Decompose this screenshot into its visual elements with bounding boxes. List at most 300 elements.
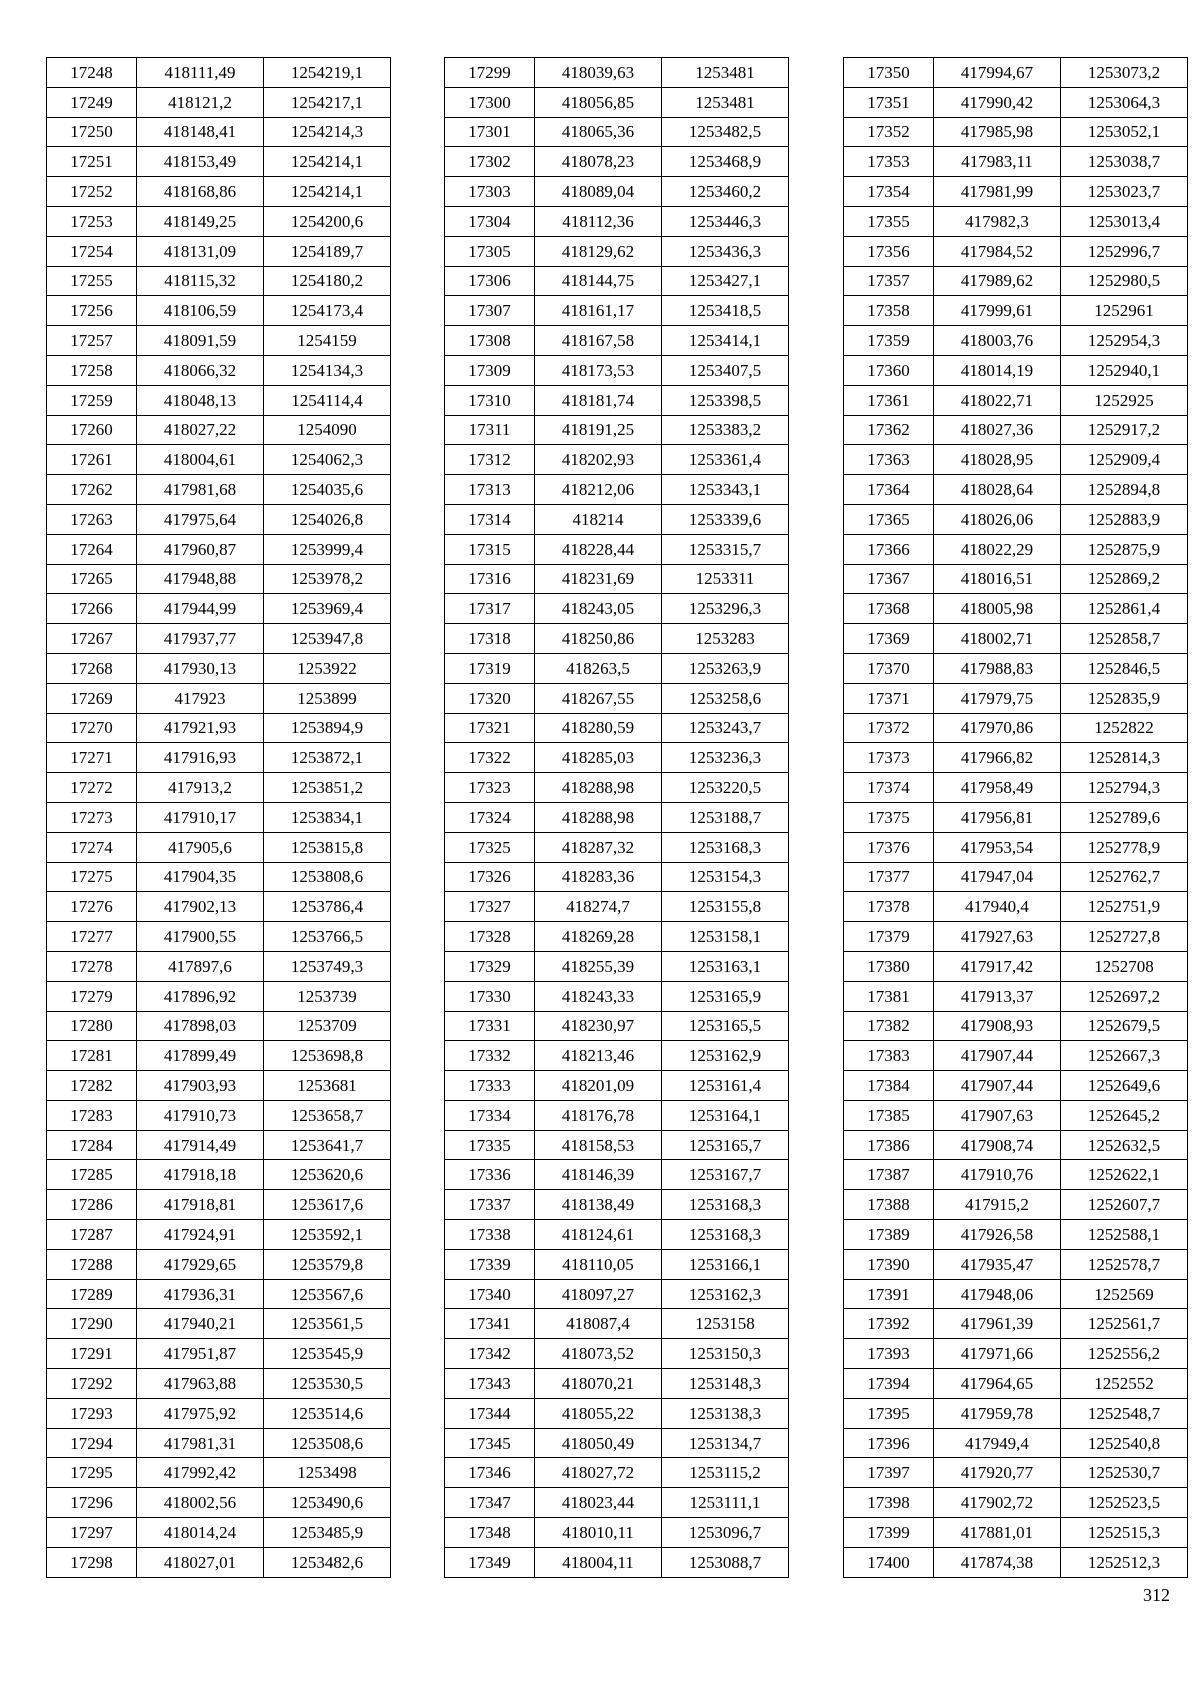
y-coordinate-cell: 1253514,6 — [264, 1398, 391, 1428]
y-coordinate-cell: 1252751,9 — [1061, 892, 1188, 922]
table-row — [445, 475, 789, 505]
table-row — [47, 1041, 391, 1071]
point-number-cell: 17399 — [844, 1518, 934, 1548]
point-number-cell: 17360 — [844, 355, 934, 385]
y-coordinate-cell: 1253168,3 — [662, 1190, 789, 1220]
x-coordinate-cell: 418014,24 — [137, 1518, 264, 1548]
y-coordinate-cell: 1253161,4 — [662, 1071, 789, 1101]
y-coordinate-cell: 1253258,6 — [662, 683, 789, 713]
table-row — [47, 1339, 391, 1369]
y-coordinate-cell: 1253617,6 — [264, 1190, 391, 1220]
table-row — [844, 296, 1188, 326]
table-row — [844, 415, 1188, 445]
point-number-cell: 17341 — [445, 1309, 535, 1339]
x-coordinate-cell: 418070,21 — [535, 1369, 662, 1399]
y-coordinate-cell: 1252512,3 — [1061, 1547, 1188, 1577]
x-coordinate-cell: 417917,42 — [934, 951, 1061, 981]
y-coordinate-cell: 1252980,5 — [1061, 266, 1188, 296]
table-row — [844, 206, 1188, 236]
y-coordinate-cell: 1252552 — [1061, 1369, 1188, 1399]
point-number-cell: 17258 — [47, 355, 137, 385]
table-row — [445, 773, 789, 803]
y-coordinate-cell: 1253263,9 — [662, 653, 789, 683]
y-coordinate-cell: 1253641,7 — [264, 1130, 391, 1160]
table-row — [445, 266, 789, 296]
table-row — [445, 206, 789, 236]
point-number-cell: 17344 — [445, 1398, 535, 1428]
table-row — [47, 653, 391, 683]
point-number-cell: 17284 — [47, 1130, 137, 1160]
x-coordinate-cell: 418181,74 — [535, 385, 662, 415]
table-row — [844, 1458, 1188, 1488]
y-coordinate-cell: 1253150,3 — [662, 1339, 789, 1369]
y-coordinate-cell: 1252727,8 — [1061, 922, 1188, 952]
table-row — [844, 87, 1188, 117]
point-number-cell: 17377 — [844, 862, 934, 892]
table-row — [445, 504, 789, 534]
table-row — [445, 1100, 789, 1130]
y-coordinate-cell: 1252894,8 — [1061, 475, 1188, 505]
x-coordinate-cell: 418201,09 — [535, 1071, 662, 1101]
table-row — [445, 743, 789, 773]
table-row — [844, 1279, 1188, 1309]
y-coordinate-cell: 1253978,2 — [264, 564, 391, 594]
table-row — [445, 326, 789, 356]
x-coordinate-cell: 417949,4 — [934, 1428, 1061, 1458]
x-coordinate-cell: 417899,49 — [137, 1041, 264, 1071]
point-number-cell: 17250 — [47, 117, 137, 147]
point-number-cell: 17274 — [47, 832, 137, 862]
y-coordinate-cell: 1253815,8 — [264, 832, 391, 862]
x-coordinate-cell: 417994,67 — [934, 58, 1061, 88]
table-row — [445, 355, 789, 385]
y-coordinate-cell: 1252649,6 — [1061, 1071, 1188, 1101]
x-coordinate-cell: 418115,32 — [137, 266, 264, 296]
x-coordinate-cell: 418028,95 — [934, 445, 1061, 475]
point-number-cell: 17354 — [844, 177, 934, 207]
y-coordinate-cell: 1254219,1 — [264, 58, 391, 88]
y-coordinate-cell: 1252578,7 — [1061, 1249, 1188, 1279]
x-coordinate-cell: 417881,01 — [934, 1518, 1061, 1548]
x-coordinate-cell: 418243,33 — [535, 981, 662, 1011]
point-number-cell: 17321 — [445, 713, 535, 743]
x-coordinate-cell: 417981,68 — [137, 475, 264, 505]
point-number-cell: 17332 — [445, 1041, 535, 1071]
y-coordinate-cell: 1252667,3 — [1061, 1041, 1188, 1071]
point-number-cell: 17328 — [445, 922, 535, 952]
table-row — [47, 534, 391, 564]
table-row — [844, 1160, 1188, 1190]
table-row — [844, 1309, 1188, 1339]
x-coordinate-cell: 417929,65 — [137, 1249, 264, 1279]
x-coordinate-cell: 418274,7 — [535, 892, 662, 922]
y-coordinate-cell: 1253460,2 — [662, 177, 789, 207]
table-row — [47, 177, 391, 207]
table-row — [47, 1518, 391, 1548]
point-number-cell: 17254 — [47, 236, 137, 266]
y-coordinate-cell: 1253579,8 — [264, 1249, 391, 1279]
x-coordinate-cell: 417915,2 — [934, 1190, 1061, 1220]
y-coordinate-cell: 1253158,1 — [662, 922, 789, 952]
x-coordinate-cell: 418263,5 — [535, 653, 662, 683]
x-coordinate-cell: 418078,23 — [535, 147, 662, 177]
point-number-cell: 17271 — [47, 743, 137, 773]
y-coordinate-cell: 1253567,6 — [264, 1279, 391, 1309]
x-coordinate-cell: 417971,66 — [934, 1339, 1061, 1369]
y-coordinate-cell: 1253220,5 — [662, 773, 789, 803]
point-number-cell: 17266 — [47, 594, 137, 624]
point-number-cell: 17282 — [47, 1071, 137, 1101]
y-coordinate-cell: 1253311 — [662, 564, 789, 594]
x-coordinate-cell: 417970,86 — [934, 713, 1061, 743]
table-row — [47, 385, 391, 415]
y-coordinate-cell: 1253427,1 — [662, 266, 789, 296]
table-row — [844, 713, 1188, 743]
point-number-cell: 17343 — [445, 1369, 535, 1399]
y-coordinate-cell: 1252762,7 — [1061, 862, 1188, 892]
x-coordinate-cell: 417907,63 — [934, 1100, 1061, 1130]
point-number-cell: 17292 — [47, 1369, 137, 1399]
table-row — [844, 862, 1188, 892]
y-coordinate-cell: 1253446,3 — [662, 206, 789, 236]
table-body — [47, 58, 391, 1578]
x-coordinate-cell: 418010,11 — [535, 1518, 662, 1548]
x-coordinate-cell: 418285,03 — [535, 743, 662, 773]
point-number-cell: 17317 — [445, 594, 535, 624]
x-coordinate-cell: 417930,13 — [137, 653, 264, 683]
table-body — [844, 58, 1188, 1578]
x-coordinate-cell: 418167,58 — [535, 326, 662, 356]
y-coordinate-cell: 1253158 — [662, 1309, 789, 1339]
point-number-cell: 17314 — [445, 504, 535, 534]
y-coordinate-cell: 1254159 — [264, 326, 391, 356]
x-coordinate-cell: 418089,04 — [535, 177, 662, 207]
table-row — [844, 594, 1188, 624]
x-coordinate-cell: 417966,82 — [934, 743, 1061, 773]
y-coordinate-cell: 1253154,3 — [662, 862, 789, 892]
table-row — [844, 1518, 1188, 1548]
point-number-cell: 17372 — [844, 713, 934, 743]
y-coordinate-cell: 1252835,9 — [1061, 683, 1188, 713]
x-coordinate-cell: 418214 — [535, 504, 662, 534]
point-number-cell: 17346 — [445, 1458, 535, 1488]
y-coordinate-cell: 1252778,9 — [1061, 832, 1188, 862]
table-row — [47, 1071, 391, 1101]
point-number-cell: 17380 — [844, 951, 934, 981]
y-coordinate-cell: 1252861,4 — [1061, 594, 1188, 624]
x-coordinate-cell: 418022,71 — [934, 385, 1061, 415]
table-row — [844, 1190, 1188, 1220]
table-row — [844, 385, 1188, 415]
x-coordinate-cell: 417927,63 — [934, 922, 1061, 952]
y-coordinate-cell: 1253872,1 — [264, 743, 391, 773]
point-number-cell: 17256 — [47, 296, 137, 326]
x-coordinate-cell: 418228,44 — [535, 534, 662, 564]
y-coordinate-cell: 1253138,3 — [662, 1398, 789, 1428]
table-row — [47, 1160, 391, 1190]
y-coordinate-cell: 1253165,5 — [662, 1011, 789, 1041]
y-coordinate-cell: 1253851,2 — [264, 773, 391, 803]
x-coordinate-cell: 417907,44 — [934, 1071, 1061, 1101]
table-row — [445, 564, 789, 594]
table-row — [47, 1488, 391, 1518]
point-number-cell: 17395 — [844, 1398, 934, 1428]
table-row — [47, 832, 391, 862]
x-coordinate-cell: 418230,97 — [535, 1011, 662, 1041]
table-row — [47, 564, 391, 594]
y-coordinate-cell: 1253490,6 — [264, 1488, 391, 1518]
x-coordinate-cell: 418148,41 — [137, 117, 264, 147]
point-number-cell: 17348 — [445, 1518, 535, 1548]
point-number-cell: 17334 — [445, 1100, 535, 1130]
point-number-cell: 17383 — [844, 1041, 934, 1071]
table-row — [47, 1130, 391, 1160]
y-coordinate-cell: 1252523,5 — [1061, 1488, 1188, 1518]
y-coordinate-cell: 1253165,9 — [662, 981, 789, 1011]
table-row — [47, 147, 391, 177]
table-row — [445, 1011, 789, 1041]
table-row — [47, 743, 391, 773]
x-coordinate-cell: 418002,71 — [934, 624, 1061, 654]
y-coordinate-cell: 1254062,3 — [264, 445, 391, 475]
y-coordinate-cell: 1254026,8 — [264, 504, 391, 534]
y-coordinate-cell: 1253414,1 — [662, 326, 789, 356]
y-coordinate-cell: 1252909,4 — [1061, 445, 1188, 475]
table-row — [844, 802, 1188, 832]
point-number-cell: 17294 — [47, 1428, 137, 1458]
coordinate-table-3 — [843, 57, 1188, 1578]
y-coordinate-cell: 1253947,8 — [264, 624, 391, 654]
table-row — [47, 236, 391, 266]
x-coordinate-cell: 418243,05 — [535, 594, 662, 624]
point-number-cell: 17310 — [445, 385, 535, 415]
point-number-cell: 17329 — [445, 951, 535, 981]
table-row — [844, 892, 1188, 922]
y-coordinate-cell: 1252954,3 — [1061, 326, 1188, 356]
y-coordinate-cell: 1253894,9 — [264, 713, 391, 743]
y-coordinate-cell: 1253922 — [264, 653, 391, 683]
y-coordinate-cell: 1252940,1 — [1061, 355, 1188, 385]
x-coordinate-cell: 418283,36 — [535, 862, 662, 892]
x-coordinate-cell: 417926,58 — [934, 1220, 1061, 1250]
table-row — [844, 1011, 1188, 1041]
point-number-cell: 17300 — [445, 87, 535, 117]
table-row — [445, 58, 789, 88]
point-number-cell: 17340 — [445, 1279, 535, 1309]
x-coordinate-cell: 418039,63 — [535, 58, 662, 88]
table-row — [445, 922, 789, 952]
table-row — [47, 1011, 391, 1041]
point-number-cell: 17393 — [844, 1339, 934, 1369]
table-row — [445, 862, 789, 892]
y-coordinate-cell: 1253013,4 — [1061, 206, 1188, 236]
x-coordinate-cell: 417981,31 — [137, 1428, 264, 1458]
y-coordinate-cell: 1252875,9 — [1061, 534, 1188, 564]
x-coordinate-cell: 418027,36 — [934, 415, 1061, 445]
x-coordinate-cell: 417983,11 — [934, 147, 1061, 177]
point-number-cell: 17319 — [445, 653, 535, 683]
y-coordinate-cell: 1253418,5 — [662, 296, 789, 326]
point-number-cell: 17358 — [844, 296, 934, 326]
point-number-cell: 17353 — [844, 147, 934, 177]
point-number-cell: 17285 — [47, 1160, 137, 1190]
x-coordinate-cell: 418091,59 — [137, 326, 264, 356]
x-coordinate-cell: 417913,2 — [137, 773, 264, 803]
x-coordinate-cell: 418161,17 — [535, 296, 662, 326]
x-coordinate-cell: 418028,64 — [934, 475, 1061, 505]
y-coordinate-cell: 1253481 — [662, 58, 789, 88]
table-row — [47, 922, 391, 952]
y-coordinate-cell: 1253236,3 — [662, 743, 789, 773]
point-number-cell: 17309 — [445, 355, 535, 385]
table-row — [844, 117, 1188, 147]
x-coordinate-cell: 418144,75 — [535, 266, 662, 296]
table-row — [47, 594, 391, 624]
y-coordinate-cell: 1252822 — [1061, 713, 1188, 743]
table-row — [47, 1458, 391, 1488]
point-number-cell: 17273 — [47, 802, 137, 832]
table-row — [844, 1398, 1188, 1428]
point-number-cell: 17322 — [445, 743, 535, 773]
point-number-cell: 17342 — [445, 1339, 535, 1369]
table-row — [844, 1547, 1188, 1577]
y-coordinate-cell: 1253155,8 — [662, 892, 789, 922]
point-number-cell: 17311 — [445, 415, 535, 445]
point-number-cell: 17371 — [844, 683, 934, 713]
point-number-cell: 17287 — [47, 1220, 137, 1250]
point-number-cell: 17275 — [47, 862, 137, 892]
y-coordinate-cell: 1253766,5 — [264, 922, 391, 952]
table-row — [844, 1071, 1188, 1101]
x-coordinate-cell: 418048,13 — [137, 385, 264, 415]
table-row — [844, 981, 1188, 1011]
point-number-cell: 17308 — [445, 326, 535, 356]
y-coordinate-cell: 1253023,7 — [1061, 177, 1188, 207]
table-row — [844, 355, 1188, 385]
x-coordinate-cell: 417982,3 — [934, 206, 1061, 236]
table-row — [844, 832, 1188, 862]
x-coordinate-cell: 417981,99 — [934, 177, 1061, 207]
table-row — [844, 743, 1188, 773]
point-number-cell: 17347 — [445, 1488, 535, 1518]
y-coordinate-cell: 1253786,4 — [264, 892, 391, 922]
x-coordinate-cell: 417985,98 — [934, 117, 1061, 147]
point-number-cell: 17302 — [445, 147, 535, 177]
x-coordinate-cell: 417979,75 — [934, 683, 1061, 713]
y-coordinate-cell: 1253162,3 — [662, 1279, 789, 1309]
point-number-cell: 17305 — [445, 236, 535, 266]
y-coordinate-cell: 1252530,7 — [1061, 1458, 1188, 1488]
point-number-cell: 17330 — [445, 981, 535, 1011]
point-number-cell: 17350 — [844, 58, 934, 88]
point-number-cell: 17369 — [844, 624, 934, 654]
table-row — [47, 266, 391, 296]
y-coordinate-cell: 1252846,5 — [1061, 653, 1188, 683]
point-number-cell: 17295 — [47, 1458, 137, 1488]
table-row — [844, 58, 1188, 88]
y-coordinate-cell: 1253064,3 — [1061, 87, 1188, 117]
y-coordinate-cell: 1252925 — [1061, 385, 1188, 415]
point-number-cell: 17396 — [844, 1428, 934, 1458]
table-row — [844, 1130, 1188, 1160]
x-coordinate-cell: 417953,54 — [934, 832, 1061, 862]
x-coordinate-cell: 418004,11 — [535, 1547, 662, 1577]
y-coordinate-cell: 1252556,2 — [1061, 1339, 1188, 1369]
x-coordinate-cell: 418023,44 — [535, 1488, 662, 1518]
y-coordinate-cell: 1252515,3 — [1061, 1518, 1188, 1548]
y-coordinate-cell: 1252588,1 — [1061, 1220, 1188, 1250]
point-number-cell: 17352 — [844, 117, 934, 147]
x-coordinate-cell: 418004,61 — [137, 445, 264, 475]
table-row — [47, 1190, 391, 1220]
y-coordinate-cell: 1253383,2 — [662, 415, 789, 445]
table-row — [844, 773, 1188, 803]
y-coordinate-cell: 1253343,1 — [662, 475, 789, 505]
point-number-cell: 17291 — [47, 1339, 137, 1369]
point-number-cell: 17376 — [844, 832, 934, 862]
table-row — [47, 802, 391, 832]
table-row — [844, 177, 1188, 207]
y-coordinate-cell: 1253482,6 — [264, 1547, 391, 1577]
point-number-cell: 17391 — [844, 1279, 934, 1309]
point-number-cell: 17335 — [445, 1130, 535, 1160]
table-body — [445, 58, 789, 1578]
point-number-cell: 17293 — [47, 1398, 137, 1428]
x-coordinate-cell: 417902,13 — [137, 892, 264, 922]
point-number-cell: 17301 — [445, 117, 535, 147]
point-number-cell: 17304 — [445, 206, 535, 236]
y-coordinate-cell: 1252961 — [1061, 296, 1188, 326]
point-number-cell: 17272 — [47, 773, 137, 803]
x-coordinate-cell: 417940,4 — [934, 892, 1061, 922]
x-coordinate-cell: 417918,18 — [137, 1160, 264, 1190]
table-row — [844, 147, 1188, 177]
point-number-cell: 17279 — [47, 981, 137, 1011]
table-row — [844, 1100, 1188, 1130]
y-coordinate-cell: 1253698,8 — [264, 1041, 391, 1071]
table-row — [445, 1339, 789, 1369]
table-row — [445, 87, 789, 117]
table-row — [445, 534, 789, 564]
point-number-cell: 17269 — [47, 683, 137, 713]
table-row — [47, 87, 391, 117]
point-number-cell: 17325 — [445, 832, 535, 862]
point-number-cell: 17289 — [47, 1279, 137, 1309]
x-coordinate-cell: 417948,88 — [137, 564, 264, 594]
table-row — [47, 117, 391, 147]
point-number-cell: 17268 — [47, 653, 137, 683]
x-coordinate-cell: 417913,37 — [934, 981, 1061, 1011]
point-number-cell: 17280 — [47, 1011, 137, 1041]
point-number-cell: 17270 — [47, 713, 137, 743]
point-number-cell: 17307 — [445, 296, 535, 326]
y-coordinate-cell: 1253739 — [264, 981, 391, 1011]
point-number-cell: 17345 — [445, 1428, 535, 1458]
x-coordinate-cell: 417940,21 — [137, 1309, 264, 1339]
point-number-cell: 17248 — [47, 58, 137, 88]
x-coordinate-cell: 418138,49 — [535, 1190, 662, 1220]
x-coordinate-cell: 418213,46 — [535, 1041, 662, 1071]
point-number-cell: 17320 — [445, 683, 535, 713]
x-coordinate-cell: 418231,69 — [535, 564, 662, 594]
y-coordinate-cell: 1254035,6 — [264, 475, 391, 505]
point-number-cell: 17388 — [844, 1190, 934, 1220]
x-coordinate-cell: 417903,93 — [137, 1071, 264, 1101]
y-coordinate-cell: 1253168,3 — [662, 832, 789, 862]
table-row — [47, 624, 391, 654]
y-coordinate-cell: 1253296,3 — [662, 594, 789, 624]
x-coordinate-cell: 418212,06 — [535, 475, 662, 505]
